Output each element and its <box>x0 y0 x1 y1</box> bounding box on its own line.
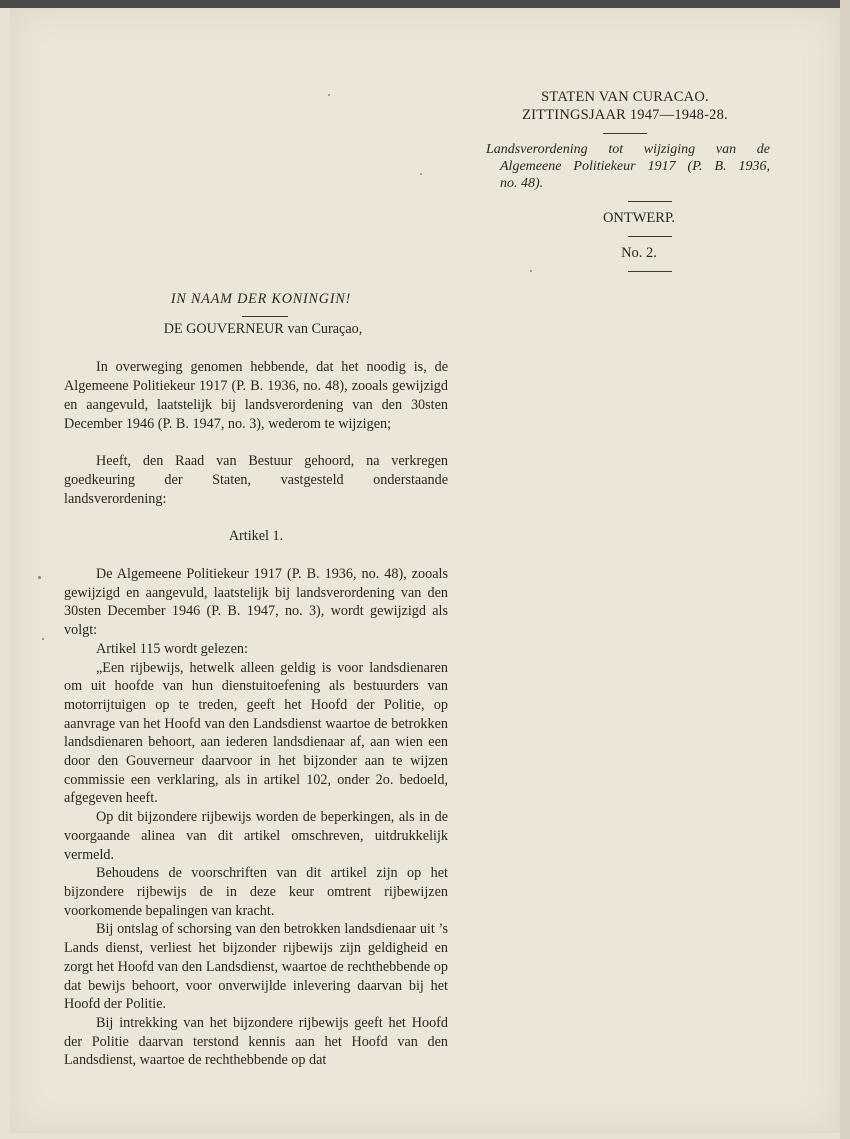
article-paragraph: Bij intrekking van het bijzondere rijbewijs geeft het Hoofd der Politie daarvan terstond kennis aan het Hoofd van den Landsdienst, waartoe de rechthebbende op dat <box>64 1014 448 1069</box>
document-header <box>480 88 770 279</box>
paper-speck <box>420 173 422 175</box>
scan-right-edge <box>840 0 850 1139</box>
subject-line-3: no. 48). <box>500 176 544 191</box>
preamble-title: IN NAAM DER KONINGIN! <box>170 291 352 307</box>
header-line-1: STATEN VAN CURACAO. <box>541 89 709 105</box>
paper-speck <box>328 94 330 96</box>
scan-top-edge <box>0 0 850 8</box>
subject-line-2: Algemeene Politiekeur 1917 (P. B. 1936, <box>500 159 770 174</box>
header-divider <box>603 133 647 134</box>
article-paragraph: Op dit bijzondere rijbewijs worden de beperkingen, als in de voorgaande alinea van dit artikel omschreven, uitdrukkelijk vermeld. <box>64 809 448 863</box>
document-body <box>64 290 448 1070</box>
header-line-2: ZITTINGSJAAR 1947—1948-28. <box>522 107 728 123</box>
article-heading: Artikel 1. <box>228 528 284 545</box>
paper-speck <box>42 638 44 640</box>
article-paragraph: De Algemeene Politiekeur 1917 (P. B. 1936, no. 48), zooals gewijzigd en aangevuld, laatstelijk bij landsverordening van den 30sten December 1946 (P. B. 1947, no. 3), wordt gewijzigd als volgt: <box>64 566 448 639</box>
draft-label: ONTWERP. <box>602 210 676 226</box>
preamble-divider <box>242 316 288 317</box>
subject-block <box>480 141 770 192</box>
subject-divider <box>628 201 672 202</box>
subject-line-1: Landsverordening tot wijziging van de <box>486 142 770 157</box>
article-paragraph: Behoudens de voorschriften van dit artikel zijn op het bijzondere rijbewijs de in deze keur omtrent rijbewijzen voorkomende bepalingen van kracht. <box>64 865 448 919</box>
article-paragraph: Bij ontslag of schorsing van den betrokken landsdienaar uit ’s Lands dienst, verliest het bijzonder rijbewijs zijn geldigheid en zorgt het Hoofd van den Landsdienst, waartoe de rechthebbende op dat bewijs behoort, voor onverwijlde inlevering daarvan bij het Hoofd der Politie. <box>64 921 448 1013</box>
article-paragraph: Artikel 115 wordt gelezen: <box>96 640 248 657</box>
considerans-paragraph: In overweging genomen hebbende, dat het noodig is, de Algemeene Politiekeur 1917 (P. B. 1936, no. 48), zooals gewijzigd en aangevuld, laatstelijk bij landsverordening van den 30sten December 1946 (P. B. 1947, no. 3), wederom te wijzigen; <box>64 359 448 432</box>
governor-line: DE GOUVERNEUR van Curaçao, <box>163 320 363 337</box>
draft-divider <box>628 236 672 237</box>
paper-speck <box>38 576 41 579</box>
enactment-paragraph: Heeft, den Raad van Bestuur gehoord, na verkregen goedkeuring der Staten, vastgesteld onderstaande landsverordening: <box>64 453 448 507</box>
number-divider <box>628 271 672 272</box>
document-number: No. 2. <box>621 245 657 261</box>
article-paragraph: „Een rijbewijs, hetwelk alleen geldig is voor landsdienaren om uit hoofde van hun dienstuitoefening als bestuurders van motorrijtuigen op te treden, geeft het Hoofd der Politie, op aanvrage van het Hoofd van den Landsdienst waartoe de betrokken landsdienaren behoort, aan iederen landsdienaar af, aan wien een door den Gouverneur daarvoor in het bijzonder aan te wijzen commissie een verklaring, als in artikel 102, onder 2o. bedoeld, afgegeven heeft. <box>64 659 448 807</box>
